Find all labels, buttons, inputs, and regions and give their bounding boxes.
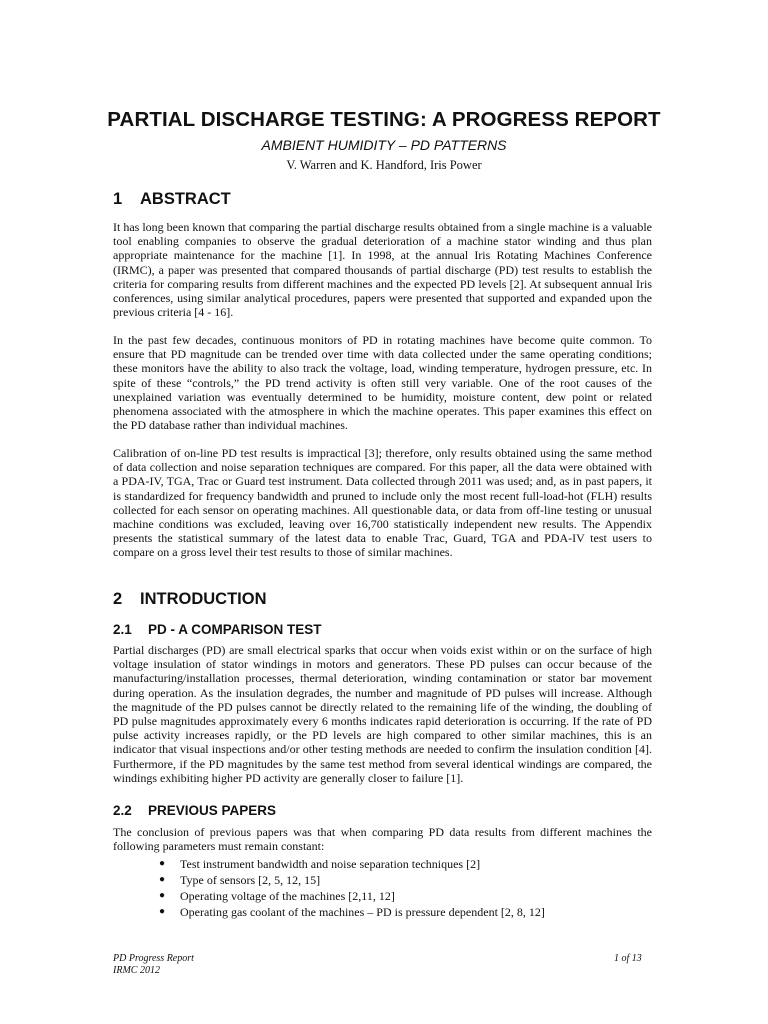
section-title: INTRODUCTION	[140, 590, 267, 608]
footer-page-number: 1 of 13	[614, 953, 642, 964]
constant-parameters-list	[113, 856, 652, 920]
list-item: ● Operating gas coolant of the machines – PD is pressure dependent [2, 8, 12]	[159, 905, 545, 919]
footer-conference: IRMC 2012	[113, 965, 160, 976]
subsection-number: 2.2	[113, 803, 132, 818]
section-number: 2	[113, 590, 123, 608]
abstract-paragraph-1: It has long been known that comparing the partial discharge results obtained from a single machine is a valuable tool enabling companies to observe the gradual deterioration of a machine stator winding and thus plan appropriate maintenance for the machine [1]. In 1998, at the annual Iris Rotating Machines Conference (IRMC), a paper was presented that compared thousands of partial discharge (PD) test results to establish the criteria for comparing results from different machines and the expected PD levels [2]. At subsequent annual Iris conferences, using similar analytical procedures, papers were presented that supported and expanded upon the previous criteria [4 - 16].	[113, 220, 652, 320]
paper-title: PARTIAL DISCHARGE TESTING: A PROGRESS REPORT	[107, 108, 661, 131]
subsection-title: PD - A COMPARISON TEST	[148, 622, 322, 637]
footer-left	[113, 953, 194, 977]
paper-subtitle: AMBIENT HUMIDITY – PD PATTERNS	[261, 137, 507, 153]
subsection-number: 2.1	[113, 622, 132, 637]
abstract-paragraph-3: Calibration of on-line PD test results is impractical [3]; therefore, only results obtained using the same method of data collection and noise separation techniques are compared. For this paper, all the data were obtained with a PDA-IV, TGA, Trac or Guard test instrument. Data collected through 2011 was used; and, as in past papers, it is standardized for frequency bandwidth and pruned to include only the most recent full-load-hot (FLH) results collected for each sensor on operating machines. All questionable data, or data from off-line testing or unusual machine conditions was excluded, leaving over 16,700 statistically independent new results. The Appendix presents the statistical summary of the latest data to enable Trac, Guard, TGA and PDA-IV test users to compare on a gross level their test results to those of similar machines.	[113, 446, 652, 560]
bullet-icon: ●	[159, 890, 166, 901]
subsection-title: PREVIOUS PAPERS	[148, 803, 277, 818]
comparison-paragraph: Partial discharges (PD) are small electrical sparks that occur when voids exist within or on the surface of high voltage insulation of stator windings in motors and generators. These PD pulses can occur because of the manufacturing/installation processes, thermal deterioration, winding contamination or stator bar movement during operation. As the insulation degrades, the number and magnitude of PD pulses will increase. Although the magnitude of the PD pulses cannot be directly related to the remaining life of the winding, the doubling of PD pulse magnitudes approximately every 6 months indicates rapid deterioration is occurring. If the rate of PD pulse activity increases rapidly, or the PD levels are high compared to other similar machines, this is an indicator that visual inspections and/or other testing methods are needed to confirm the insulation condition [4]. Furthermore, if the PD magnitudes by the same test method from several identical windings are compared, the windings exhibiting higher PD activity are generally closer to failure [1].	[113, 643, 652, 785]
abstract-paragraph-2: In the past few decades, continuous monitors of PD in rotating machines have become quite common. To ensure that PD magnitude can be trended over time with data collected under the same operating conditions; these monitors have the ability to also track the voltage, load, winding temperature, hydrogen pressure, etc. In spite of these “controls,” the PD trend activity is often still very variable. One of the root causes of the unexplained variation was eventually determined to be humidity, moisture content, dew point or related phenomena associated with the atmosphere in which the machine operates. This paper examines this effect on the PD database rather than individual machines.	[113, 333, 652, 433]
subsection-heading-comparison-test	[113, 622, 322, 637]
section-heading-introduction	[113, 590, 267, 609]
section-title: ABSTRACT	[140, 190, 231, 208]
list-item: ● Operating voltage of the machines [2,11, 12]	[159, 889, 395, 903]
list-item: ● Test instrument bandwidth and noise separation techniques [2]	[159, 857, 481, 871]
section-number: 1	[113, 190, 123, 208]
bullet-icon: ●	[159, 858, 166, 869]
previous-papers-paragraph: The conclusion of previous papers was that when comparing PD data results from different machines the following parameters must remain constant:	[113, 825, 652, 854]
paper-authors: V. Warren and K. Handford, Iris Power	[286, 158, 482, 172]
list-item: ● Type of sensors [2, 5, 12, 15]	[159, 873, 321, 887]
footer-report-name: PD Progress Report	[113, 953, 194, 964]
bullet-icon: ●	[159, 906, 166, 917]
subsection-heading-previous-papers	[113, 803, 276, 818]
bullet-icon: ●	[159, 874, 166, 885]
section-heading-abstract	[113, 190, 231, 209]
